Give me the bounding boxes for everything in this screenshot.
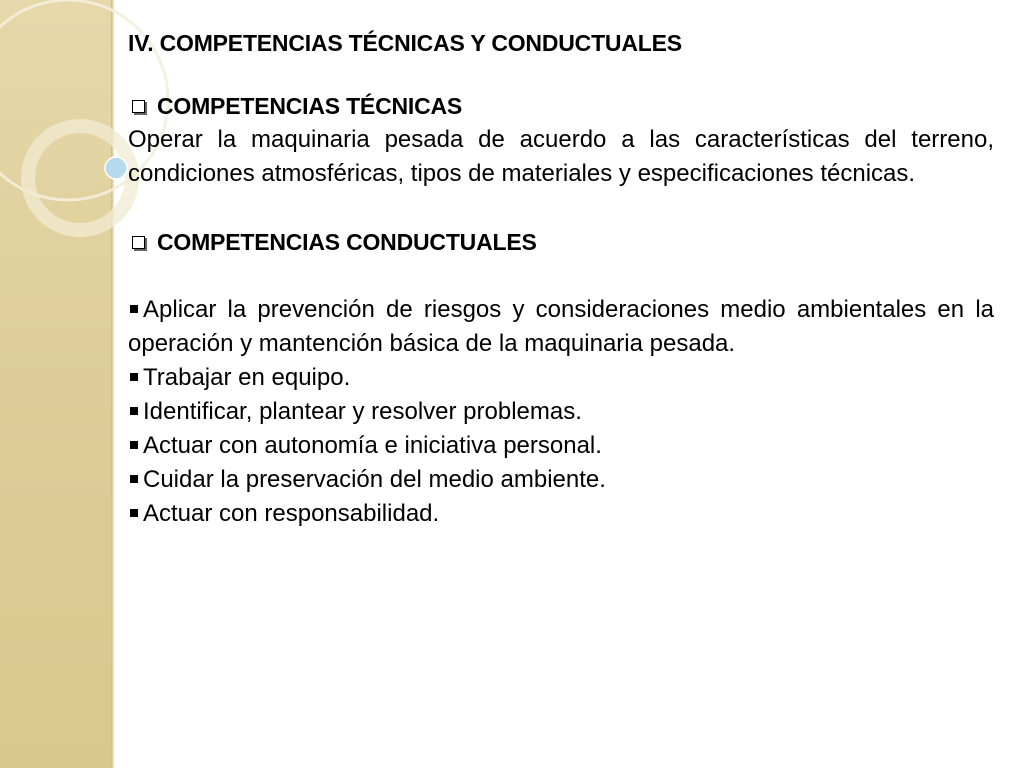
list-item: Actuar con responsabilidad. — [128, 497, 994, 531]
behavioral-list — [128, 293, 994, 531]
checkbox-bullet-icon — [132, 236, 145, 249]
square-bullet-icon — [130, 305, 138, 313]
square-bullet-icon — [130, 407, 138, 415]
accent-dot-icon — [105, 157, 127, 179]
square-bullet-icon — [130, 373, 138, 381]
list-item: Identificar, plantear y resolver problemas. — [128, 395, 994, 429]
technical-heading — [128, 89, 994, 123]
slide-content — [128, 20, 994, 531]
list-item: Actuar con autonomía e iniciativa personal. — [128, 429, 994, 463]
technical-heading-label: COMPETENCIAS TÉCNICAS — [157, 93, 463, 119]
technical-description: Operar la maquinaria pesada de acuerdo a las características del terreno, condiciones atmosféricas, tipos de materiales y especificaciones técnicas. — [128, 126, 994, 187]
list-item: Cuidar la preservación del medio ambiente. — [128, 463, 994, 497]
behavioral-heading — [128, 225, 994, 259]
square-bullet-icon — [130, 475, 138, 483]
list-item: Aplicar la prevención de riesgos y consideraciones medio ambientales en la operación y mantención básica de la maquinaria pesada. — [128, 296, 994, 357]
behavioral-heading-label: COMPETENCIAS CONDUCTUALES — [157, 229, 537, 255]
square-bullet-icon — [130, 441, 138, 449]
list-item: Trabajar en equipo. — [128, 361, 994, 395]
slide-title: IV. COMPETENCIAS TÉCNICAS Y CONDUCTUALES — [128, 30, 682, 56]
square-bullet-icon — [130, 509, 138, 517]
checkbox-bullet-icon — [132, 100, 145, 113]
